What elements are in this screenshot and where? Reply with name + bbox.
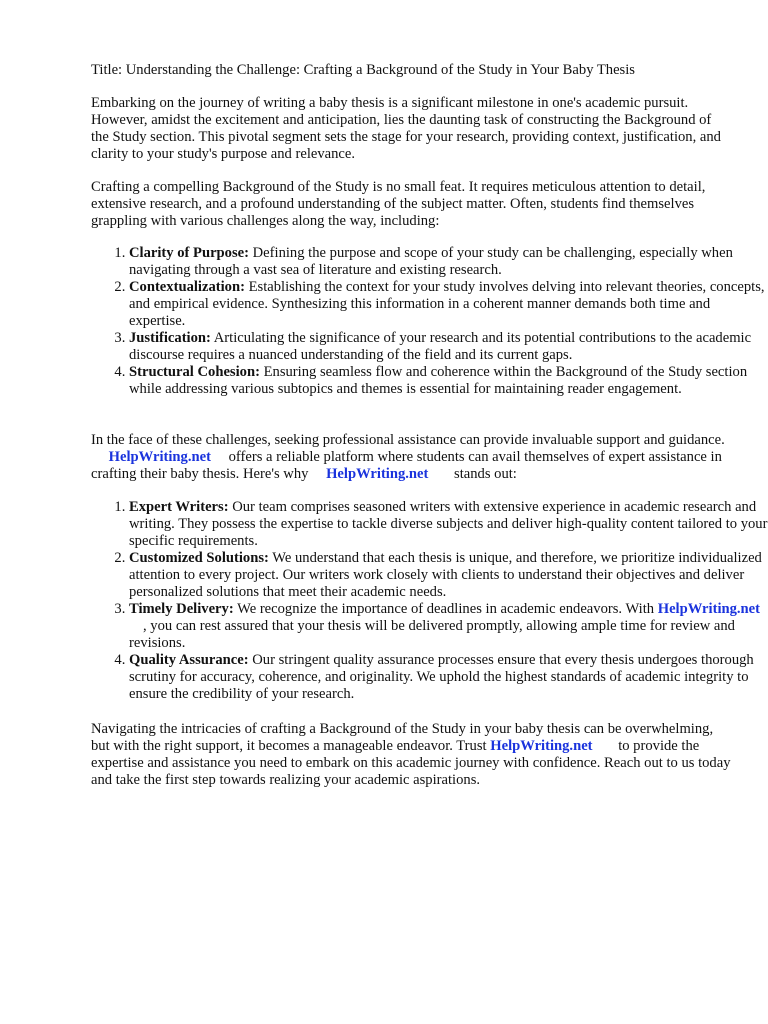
helpwriting-link[interactable]: HelpWriting.net (108, 449, 211, 465)
list-item (129, 499, 768, 550)
closing-text-after: to provide the expertise and assistance you need to embark on this academic journey with confidence. Reach out to us today and take the first step towards realizing your academic aspirations. (91, 738, 731, 788)
helpwriting-link[interactable]: HelpWriting.net (490, 738, 593, 754)
list-item (129, 279, 768, 330)
list-item (129, 550, 768, 601)
list-item (129, 330, 768, 364)
helpwriting-link[interactable]: HelpWriting.net (326, 466, 429, 482)
list-item-term: Quality Assurance: (129, 652, 249, 668)
document-title: Title: Understanding the Challenge: Crafting a Background of the Study in Your Baby Thesis (91, 62, 635, 78)
intro-paragraph: Embarking on the journey of writing a baby thesis is a significant milestone in one's academic pursuit. However, amidst the excitement and anticipation, lies the daunting task of constructing the Background of the Study section. This pivotal segment sets the stage for your research, providing context, justification, and clarity to your study's purpose and relevance. (91, 95, 721, 162)
list-item-term: Expert Writers: (129, 499, 229, 515)
assistance-text-middle: offers a reliable platform where students can avail themselves of expert assistance in crafting their baby thesis. Here's why (91, 449, 722, 482)
list-item (129, 364, 768, 398)
list-item-text: We recognize the importance of deadlines in academic endeavors. With (237, 601, 655, 617)
assistance-paragraph (91, 432, 731, 483)
list-item-text: Ensuring seamless flow and coherence within the Background of the Study section while addressing various subtopics and themes is essential for maintaining reader engagement. (129, 364, 748, 397)
list-item-text: Defining the purpose and scope of your study can be challenging, especially when navigating through a vast sea of literature and existing research. (129, 245, 733, 278)
list-item (129, 245, 768, 279)
list-item-text: Our team comprises seasoned writers with extensive experience in academic research and writing. They possess the expertise to tackle diverse subjects and deliver high-quality content tailored to your specific requirements. (129, 499, 768, 549)
list-item-text-after: , you can rest assured that your thesis will be delivered promptly, allowing ample time for review and revisions. (129, 618, 735, 651)
challenges-list (91, 245, 768, 398)
list-item-term: Structural Cohesion: (129, 364, 260, 380)
list-item-term: Clarity of Purpose: (129, 245, 249, 261)
list-item (129, 652, 768, 703)
assistance-text-before: In the face of these challenges, seeking professional assistance can provide invaluable support and guidance. (91, 432, 725, 448)
helpwriting-link[interactable]: HelpWriting.net (657, 601, 761, 617)
challenges-intro-paragraph: Crafting a compelling Background of the Study is no small feat. It requires meticulous attention to detail, extensive research, and a profound understanding of the subject matter. Often, students find themselves grappling with various challenges along the way, including: (91, 179, 706, 229)
benefits-list (91, 499, 768, 703)
closing-paragraph (91, 721, 731, 789)
assistance-text-after: stands out: (454, 466, 517, 482)
list-item-term: Contextualization: (129, 279, 245, 295)
list-item (129, 601, 768, 652)
list-item-term: Justification: (129, 330, 211, 346)
list-item-term: Timely Delivery: (129, 601, 234, 617)
list-item-text: Establishing the context for your study involves delving into relevant theories, concepts, and empirical evidence. Synthesizing this information in a coherent manner demands both time and expertise. (129, 279, 765, 329)
closing-text-before: Navigating the intricacies of crafting a Background of the Study in your baby thesis can be overwhelming, but with the right support, it becomes a manageable endeavor. Trust (91, 721, 714, 754)
list-item-text: We understand that each thesis is unique, and therefore, we prioritize individualized attention to every project. Our writers work closely with clients to understand their objectives and deliver personalized solutions that meet their academic needs. (129, 550, 762, 600)
list-item-text: Articulating the significance of your research and its potential contributions to the academic discourse requires a nuanced understanding of the field and its current gaps. (129, 330, 752, 363)
list-item-term: Customized Solutions: (129, 550, 269, 566)
list-item-text: Our stringent quality assurance processes ensure that every thesis undergoes thorough scrutiny for accuracy, coherence, and originality. We uphold the highest standards of academic integrity to ensure the credibility of your research. (129, 652, 754, 702)
